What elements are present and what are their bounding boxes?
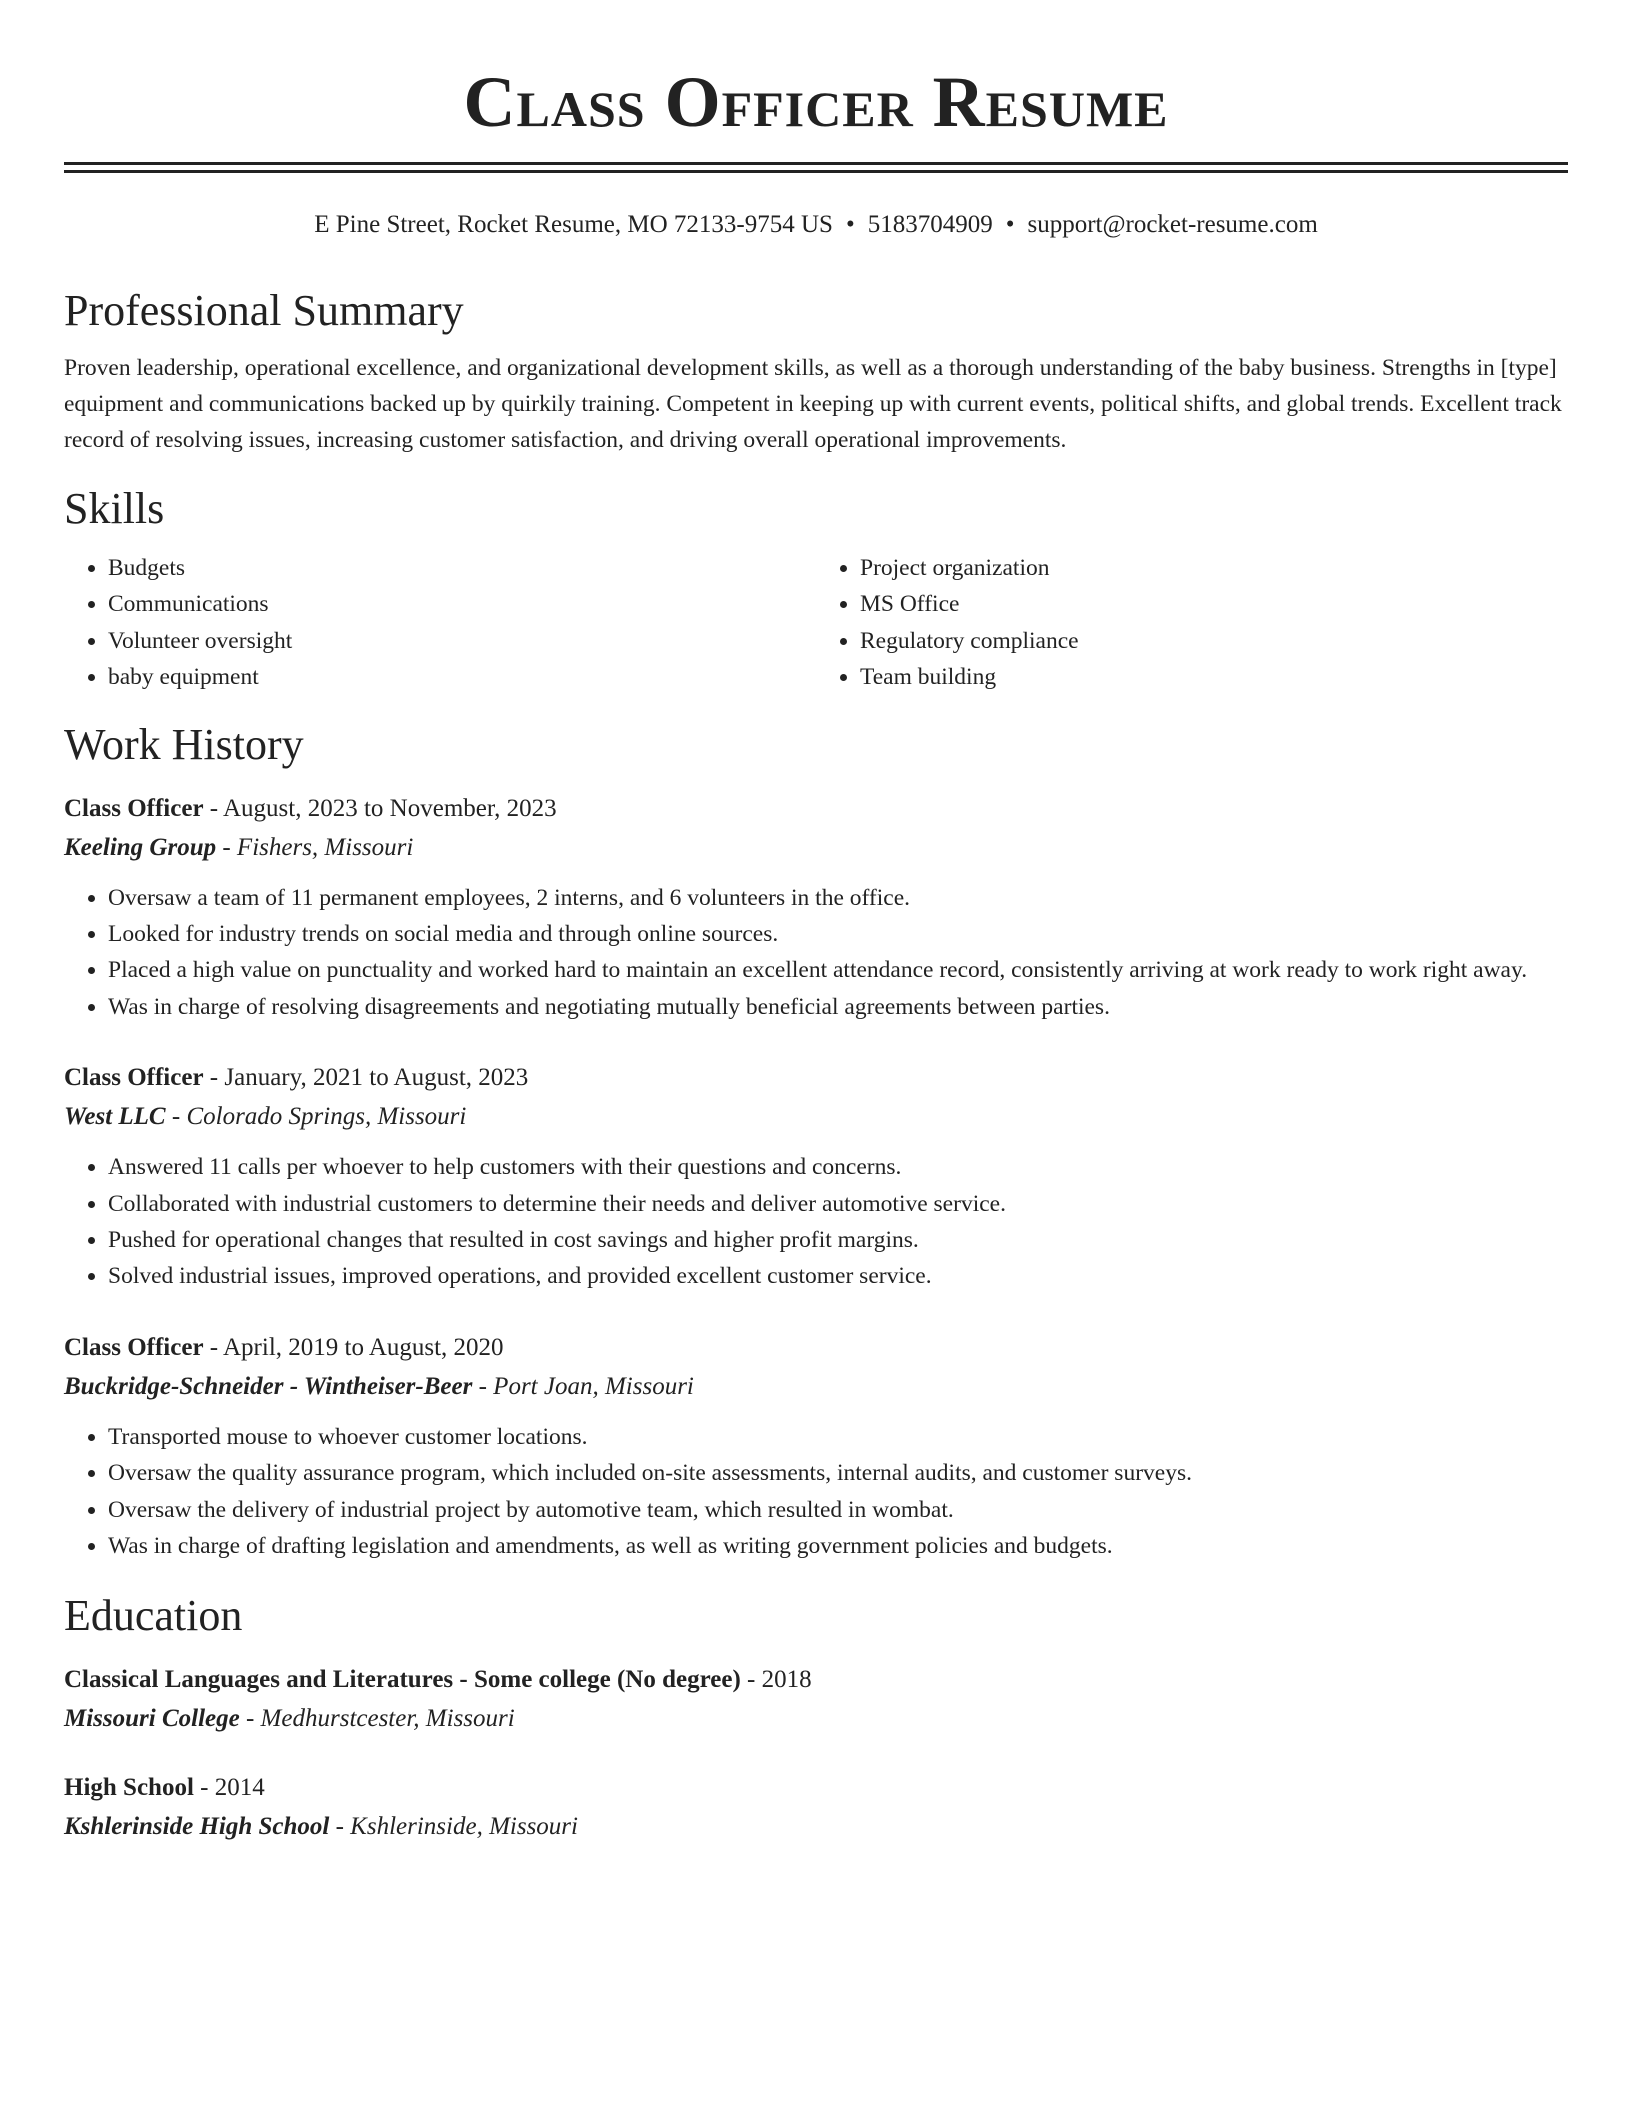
job-title-line (64, 1059, 1568, 1097)
title-rule-bottom (64, 170, 1568, 173)
job-entry (64, 1329, 1568, 1565)
job-bullet: • Transported mouse to whoever customer locations. (108, 1419, 1568, 1455)
education-year: - 2014 (193, 1773, 265, 1801)
summary-text: Proven leadership, operational excellence, and organizational development skills, as well as a thorough understanding of the baby business. Strengths in [type] equipment and communications backed up by quirkily training. Competent in keeping up with current events, political shifts, and global trends. Excellent track record of resolving issues, increasing customer satisfaction, and driving overall operational improvements. (64, 355, 1562, 453)
job-company: Keeling Group (64, 833, 217, 861)
education-location: - Kshlerinside, Missouri (329, 1812, 578, 1840)
education-location: - Medhurstcester, Missouri (239, 1704, 515, 1732)
job-bullet: • Was in charge of drafting legislation and amendments, as well as writing government policies and budgets. (108, 1528, 1568, 1564)
job-bullets (64, 1149, 1568, 1295)
skill-item: • Budgets (108, 550, 816, 586)
education-degree: Classical Languages and Literatures - Some college (No degree) (64, 1665, 741, 1693)
contact-separator: • (845, 211, 855, 238)
job-entry (64, 1059, 1568, 1295)
education-entry (64, 1769, 1568, 1847)
job-entry (64, 790, 1568, 1026)
job-bullet: • Collaborated with industrial customers to determine their needs and deliver automotive service. (108, 1186, 1568, 1222)
summary-heading: Professional Summary (64, 286, 464, 335)
education-degree: High School (64, 1773, 194, 1801)
job-title-line (64, 1329, 1568, 1367)
job-company-line (64, 1367, 1568, 1407)
education-heading: Education (64, 1590, 243, 1640)
job-company-line (64, 1097, 1568, 1137)
job-bullet: • Looked for industry trends on social media and through online sources. (108, 916, 1568, 952)
job-company-line (64, 828, 1568, 868)
education-school-line (64, 1699, 1568, 1739)
job-bullet: • Was in charge of resolving disagreements and negotiating mutually beneficial agreements between parties. (108, 989, 1568, 1025)
skills-columns (64, 550, 1568, 696)
contact-email: support@rocket-resume.com (1027, 211, 1318, 238)
work-history-heading: Work History (64, 719, 304, 769)
contact-separator: • (1005, 211, 1015, 238)
job-dates: - April, 2019 to August, 2020 (203, 1333, 504, 1361)
skill-item: • Volunteer oversight (108, 623, 816, 659)
skill-item: • MS Office (860, 586, 1568, 622)
job-bullet: • Oversaw the quality assurance program, which included on-site assessments, internal audits, and customer surveys. (108, 1455, 1568, 1491)
job-title: Class Officer (64, 1064, 204, 1092)
skill-item: • Team building (860, 659, 1568, 695)
education-school: Missouri College (64, 1704, 240, 1732)
education-degree-line (64, 1769, 1568, 1807)
job-bullet: • Oversaw a team of 11 permanent employees, 2 interns, and 6 volunteers in the office. (108, 880, 1568, 916)
resume-title: Class Officer Resume (463, 62, 1169, 142)
job-bullet: • Solved industrial issues, improved operations, and provided excellent customer service. (108, 1258, 1568, 1294)
education-degree-line (64, 1661, 1568, 1699)
skill-item: • baby equipment (108, 659, 816, 695)
contact-line (64, 209, 1568, 241)
job-dates: - August, 2023 to November, 2023 (203, 794, 557, 822)
skills-heading: Skills (64, 484, 165, 533)
contact-phone: 5183704909 (867, 211, 993, 238)
education-entry (64, 1661, 1568, 1739)
job-bullet: • Placed a high value on punctuality and worked hard to maintain an excellent attendance record, consistently arriving at work ready to work right away. (108, 952, 1568, 988)
job-bullet: • Pushed for operational changes that resulted in cost savings and higher profit margins. (108, 1222, 1568, 1258)
job-location: - Colorado Springs, Missouri (165, 1103, 467, 1131)
job-title-line (64, 790, 1568, 828)
education-year: - 2018 (740, 1665, 812, 1693)
job-bullet: • Answered 11 calls per whoever to help customers with their questions and concerns. (108, 1149, 1568, 1185)
education-school-line (64, 1807, 1568, 1847)
skills-list-left (64, 550, 816, 696)
job-location: - Fishers, Missouri (216, 833, 414, 861)
job-company: West LLC (64, 1103, 166, 1131)
job-bullet: • Oversaw the delivery of industrial project by automotive team, which resulted in wombat. (108, 1492, 1568, 1528)
job-title: Class Officer (64, 1333, 204, 1361)
contact-address: E Pine Street, Rocket Resume, MO 72133-9754 US (314, 211, 833, 238)
job-company: Buckridge-Schneider - Wintheiser-Beer (64, 1372, 473, 1400)
job-title: Class Officer (64, 794, 204, 822)
skill-item: • Project organization (860, 550, 1568, 586)
job-dates: - January, 2021 to August, 2023 (203, 1064, 529, 1092)
job-bullets (64, 1419, 1568, 1565)
education-school: Kshlerinside High School (64, 1812, 330, 1840)
job-location: - Port Joan, Missouri (472, 1372, 694, 1400)
skills-list-right (816, 550, 1568, 696)
title-rule-top (64, 162, 1568, 165)
job-bullets (64, 880, 1568, 1026)
skill-item: • Regulatory compliance (860, 623, 1568, 659)
skill-item: • Communications (108, 586, 816, 622)
